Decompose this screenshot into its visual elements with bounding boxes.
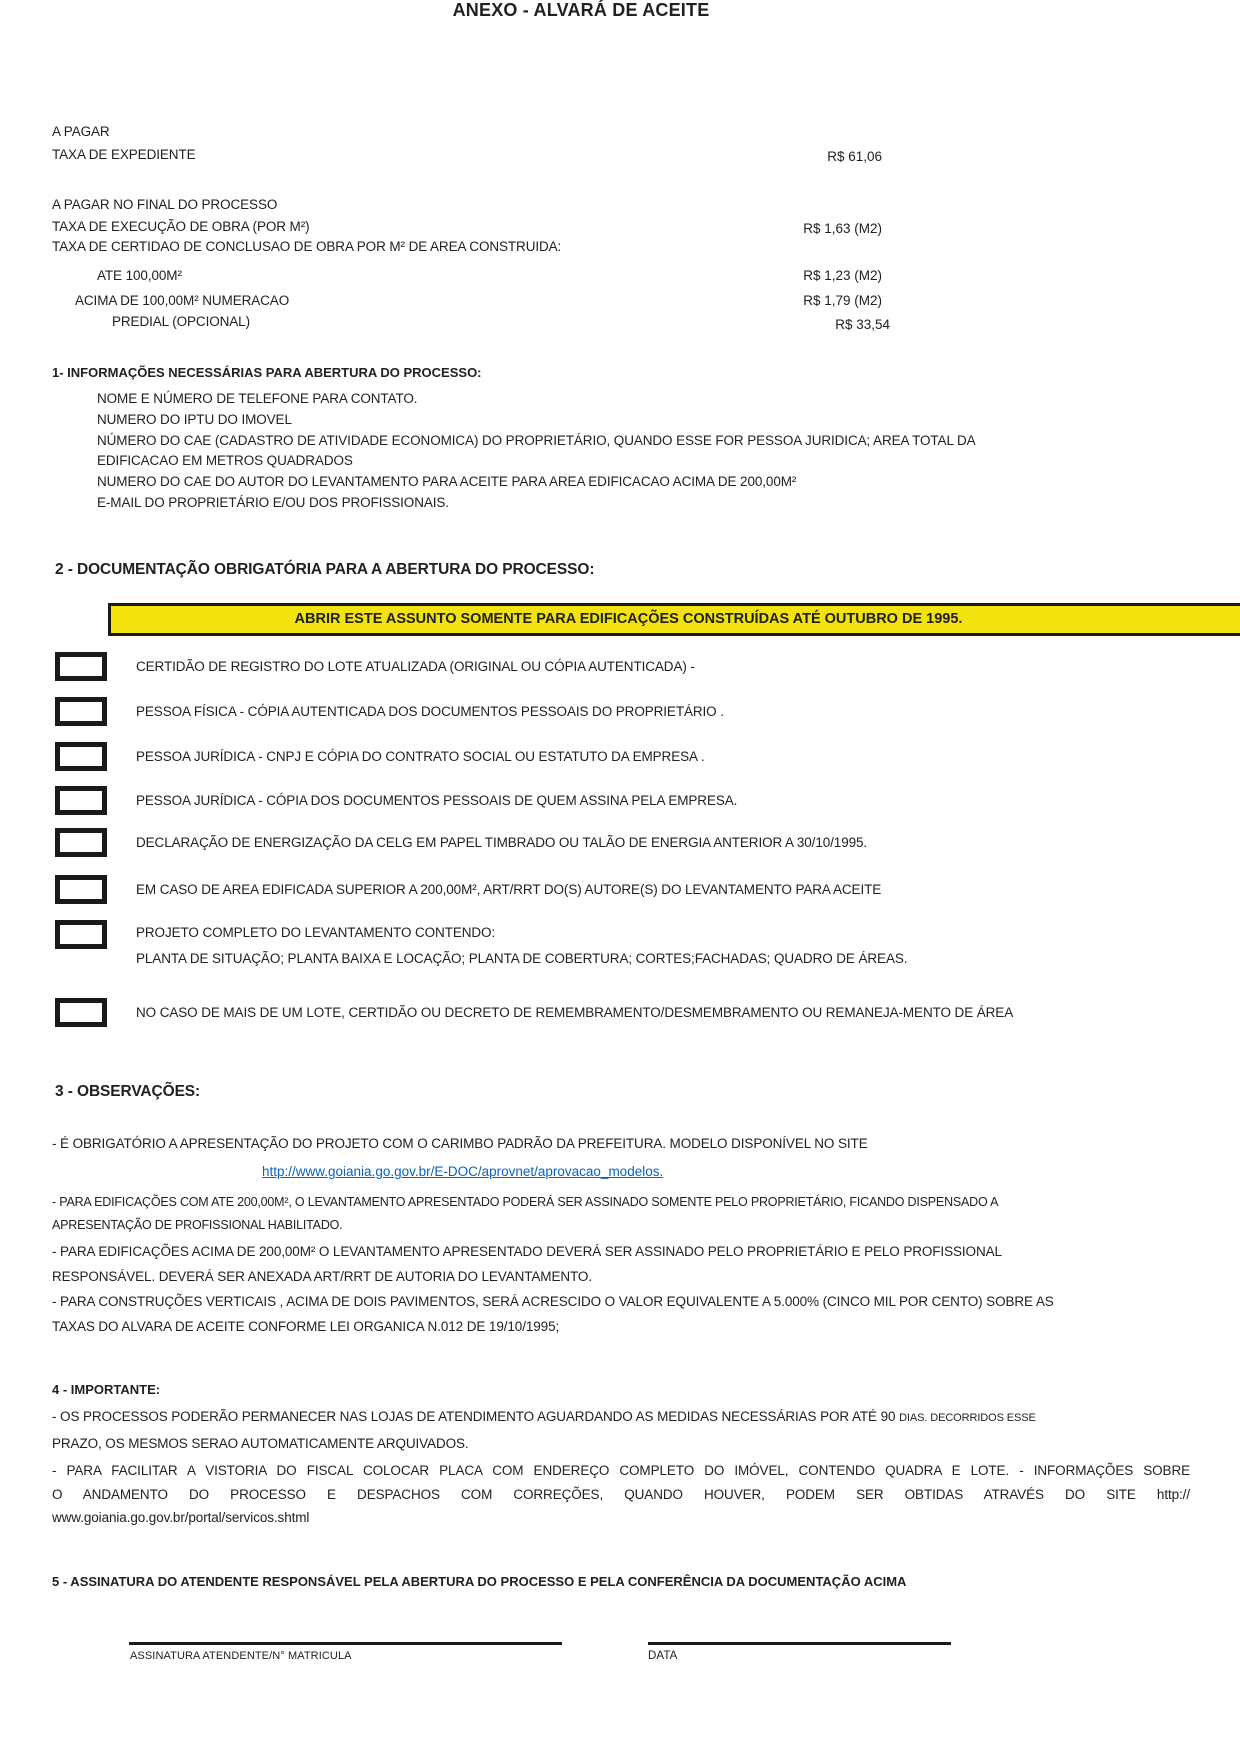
- signature-label: ASSINATURA ATENDENTE/N° MATRICULA: [130, 1650, 352, 1662]
- list-item: NUMERO DO IPTU DO IMOVEL: [97, 411, 292, 427]
- checklist-item-label: PESSOA JURÍDICA - CNPJ E CÓPIA DO CONTRATO SOCIAL OU ESTATUTO DA EMPRESA .: [136, 749, 705, 764]
- paragraph-line: - PARA FACILITAR A VISTORIA DO FISCAL COLOCAR PLACA COM ENDEREÇO COMPLETO DO IMÓVEL, CONTENDO QUADRA E LOTE. - INFORMAÇÕES SOBRE: [52, 1463, 1190, 1478]
- checklist-item-label: PROJETO COMPLETO DO LEVANTAMENTO CONTENDO:: [136, 925, 496, 940]
- checklist-item-label: CERTIDÃO DE REGISTRO DO LOTE ATUALIZADA (ORIGINAL OU CÓPIA AUTENTICADA) -: [136, 659, 695, 674]
- page-title: ANEXO - ALVARÁ DE ACEITE: [452, 0, 710, 20]
- checklist-item-label: NO CASO DE MAIS DE UM LOTE, CERTIDÃO OU DECRETO DE REMEMBRAMENTO/DESMEMBRAMENTO OU REMANEJA-MENTO DE ÁREA: [136, 1005, 1014, 1020]
- paragraph-line: - PARA CONSTRUÇÕES VERTICAIS , ACIMA DE DOIS PAVIMENTOS, SERÁ ACRESCIDO O VALOR EQUIVALENTE A 5.000% (CINCO MIL POR CENTO) SOBRE AS: [52, 1294, 1054, 1309]
- checkbox: [55, 742, 107, 771]
- paragraph-line: APRESENTAÇÃO DE PROFISSIONAL HABILITADO.: [52, 1217, 343, 1232]
- checklist-item-label: PESSOA FÍSICA - CÓPIA AUTENTICADA DOS DOCUMENTOS PESSOAIS DO PROPRIETÁRIO .: [136, 704, 724, 719]
- section3-paragraph1: - É OBRIGATÓRIO A APRESENTAÇÃO DO PROJETO COM O CARIMBO PADRÃO DA PREFEITURA. MODELO DISPONÍVEL NO SITE: [52, 1136, 868, 1151]
- checklist-item-label2: PLANTA DE SITUAÇÃO; PLANTA BAIXA E LOCAÇÃO; PLANTA DE COBERTURA; CORTES;FACHADAS; QUADRO DE ÁREAS.: [136, 951, 908, 966]
- list-item: NÚMERO DO CAE (CADASTRO DE ATIVIDADE ECONOMICA) DO PROPRIETÁRIO, QUANDO ESSE FOR PESSOA JURIDICA; AREA TOTAL DA: [97, 432, 976, 448]
- checkbox: [55, 998, 107, 1027]
- checklist-item-label: EM CASO DE AREA EDIFICADA SUPERIOR A 200,00M², ART/RRT DO(S) AUTORE(S) DO LEVANTAMENTO PARA ACEITE: [136, 882, 882, 897]
- paragraph-line: [52, 1404, 1036, 1431]
- section3-heading: 3 - OBSERVAÇÕES:: [55, 1083, 201, 1100]
- checklist-item-label: DECLARAÇÃO DE ENERGIZAÇÃO DA CELG EM PAPEL TIMBRADO OU TALÃO DE ENERGIA ANTERIOR A 30/10/1995.: [136, 835, 868, 850]
- list-item: NUMERO DO CAE DO AUTOR DO LEVANTAMENTO PARA ACEITE PARA AREA EDIFICACAO ACIMA DE 200,00M²: [97, 474, 797, 490]
- checkbox: [55, 875, 107, 904]
- list-item: E-MAIL DO PROPRIETÁRIO E/OU DOS PROFISSIONAIS.: [97, 494, 449, 510]
- paragraph-line: TAXAS DO ALVARA DE ACEITE CONFORME LEI ORGANICA N.012 DE 19/10/1995;: [52, 1319, 560, 1334]
- paragraph-text-small: DIAS. DECORRIDOS ESSE: [899, 1412, 1036, 1424]
- paragraph-line: www.goiania.go.gov.br/portal/servicos.shtml: [52, 1510, 310, 1525]
- checkbox: [55, 828, 107, 857]
- section3-paragraph3: [52, 1239, 1002, 1289]
- fee-predial-label: PREDIAL (OPCIONAL): [112, 314, 250, 329]
- fees-group2-heading: A PAGAR NO FINAL DO PROCESSO: [52, 197, 278, 212]
- fee-expediente-value: R$ 61,06: [827, 149, 882, 164]
- section5-heading: 5 - ASSINATURA DO ATENDENTE RESPONSÁVEL PELA ABERTURA DO PROCESSO E PELA CONFERÊNCIA DA DOCUMENTAÇÃO ACIMA: [52, 1574, 907, 1589]
- fee-execucao-label: TAXA DE EXECUÇÃO DE OBRA (POR M²): [52, 219, 310, 234]
- checklist-item-label: PESSOA JURÍDICA - CÓPIA DOS DOCUMENTOS PESSOAIS DE QUEM ASSINA PELA EMPRESA.: [136, 793, 738, 808]
- fees-group1-heading: A PAGAR: [52, 124, 110, 139]
- paragraph-line: O ANDAMENTO DO PROCESSO E DESPACHOS COM CORREÇÕES, QUANDO HOUVER, PODEM SER OBTIDAS ATRAVÉS DO SITE http://: [52, 1486, 1190, 1502]
- date-label: DATA: [648, 1650, 678, 1662]
- date-line: [648, 1642, 951, 1645]
- section4-heading: 4 - IMPORTANTE:: [52, 1382, 161, 1397]
- section3-paragraph4: [52, 1289, 1054, 1339]
- paragraph-text: - OS PROCESSOS PODERÃO PERMANECER NAS LOJAS DE ATENDIMENTO AGUARDANDO AS MEDIDAS NECESSÁRIAS POR ATÉ 90: [52, 1409, 900, 1424]
- fee-expediente-label: TAXA DE EXPEDIENTE: [52, 147, 196, 162]
- fee-execucao-value: R$ 1,63 (M2): [803, 221, 882, 236]
- section4-paragraph2: [52, 1459, 1190, 1530]
- section1-heading: 1- INFORMAÇÕES NECESSÁRIAS PARA ABERTURA DO PROCESSO:: [52, 365, 482, 380]
- section1-items: [97, 389, 976, 514]
- section4-paragraph1: [52, 1404, 1036, 1456]
- paragraph-line: - PARA EDIFICAÇÕES COM ATE 200,00M², O LEVANTAMENTO APRESENTADO PODERÁ SER ASSINADO SOMENTE PELO PROPRIETÁRIO, FICANDO DISPENSADO A: [52, 1195, 999, 1209]
- checkbox: [55, 786, 107, 815]
- list-item: NOME E NÚMERO DE TELEFONE PARA CONTATO.: [97, 391, 418, 406]
- fee-acima-value: R$ 1,79 (M2): [803, 293, 882, 308]
- list-item: EDIFICACAO EM METROS QUADRADOS: [97, 453, 353, 469]
- checkbox: [55, 652, 107, 681]
- fee-certidao-heading: TAXA DE CERTIDAO DE CONCLUSAO DE OBRA POR M² DE AREA CONSTRUIDA:: [52, 239, 562, 254]
- section2-heading: 2 - DOCUMENTAÇÃO OBRIGATÓRIA PARA A ABERTURA DO PROCESSO:: [55, 561, 595, 578]
- paragraph-line: - PARA EDIFICAÇÕES ACIMA DE 200,00M² O LEVANTAMENTO APRESENTADO DEVERÁ SER ASSINADO PELO PROPRIETÁRIO E PELO PROFISSIONAL: [52, 1244, 1002, 1259]
- fee-acima-label: ACIMA DE 100,00M² NUMERACAO: [75, 293, 290, 308]
- fee-ate-label: ATE 100,00M²: [97, 268, 182, 283]
- fee-predial-value: R$ 33,54: [835, 317, 890, 332]
- signature-line: [129, 1642, 562, 1645]
- fee-ate-value: R$ 1,23 (M2): [803, 268, 882, 283]
- checkbox: [55, 697, 107, 726]
- paragraph-line: RESPONSÁVEL. DEVERÁ SER ANEXADA ART/RRT DE AUTORIA DO LEVANTAMENTO.: [52, 1269, 592, 1284]
- hyperlink-aprovacao-modelos[interactable]: http://www.goiania.go.gov.br/E-DOC/aprovnet/aprovacao_modelos.: [262, 1164, 664, 1179]
- checkbox: [55, 920, 107, 949]
- section3-paragraph2: [52, 1191, 998, 1236]
- highlight-banner: ABRIR ESTE ASSUNTO SOMENTE PARA EDIFICAÇÕES CONSTRUÍDAS ATÉ OUTUBRO DE 1995.: [108, 603, 1240, 636]
- paragraph-line: PRAZO, OS MESMOS SERAO AUTOMATICAMENTE ARQUIVADOS.: [52, 1436, 469, 1451]
